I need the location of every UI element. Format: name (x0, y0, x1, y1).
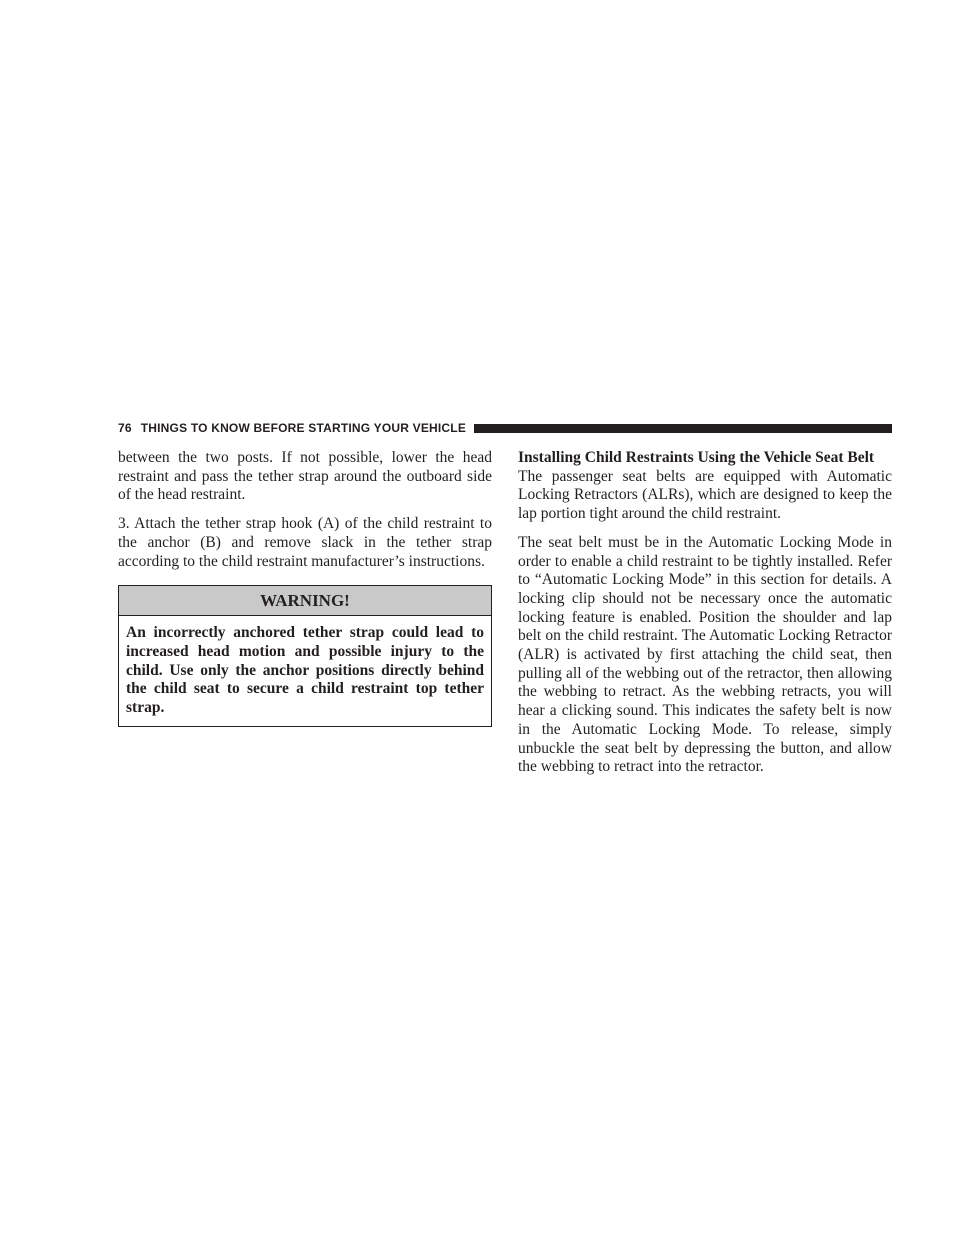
section-heading: Installing Child Restraints Using the Vehicle Seat Belt (518, 449, 875, 466)
right-column (518, 449, 892, 787)
body-paragraph: The passenger seat belts are equipped with Automatic Locking Retractors (ALRs), which are designed to keep the lap portion tight around the child restraint. (518, 467, 892, 523)
page-header (118, 419, 892, 437)
body-paragraph: The seat belt must be in the Automatic Locking Mode in order to enable a child restraint to be tightly installed. Refer to “Automatic Locking Mode” in this section for details. A locking clip should not be necessary once the automatic locking feature is enabled. Position the shoulder and lap belt on the child restraint. The Automatic Locking Retractor (ALR) is activated by first attaching the child seat, then pulling all of the webbing out of the retractor, then allowing the webbing to retract. As the webbing retracts, you will hear a clicking sound. This indicates the safety belt is now in the Automatic Locking Mode. To release, simply unbuckle the seat belt by depressing the button, and allow the webbing to retract into the retractor. (518, 533, 892, 776)
body-paragraph: between the two posts. If not possible, lower the head restraint and pass the tether strap around the outboard side of the head restraint. (118, 449, 492, 504)
warning-text: An incorrectly anchored tether strap could lead to increased head motion and possible injury to the child. Use only the anchor positions directly behind the child seat to secure a child restraint top tether strap. (126, 624, 484, 717)
warning-title: WARNING! (119, 586, 491, 616)
step-paragraph: 3. Attach the tether strap hook (A) of the child restraint to the anchor (B) and remove slack in the tether strap according to the child restraint manufacturer’s instructions. (118, 515, 492, 570)
left-column (118, 449, 492, 727)
header-rule (474, 424, 892, 433)
warning-box (118, 585, 492, 727)
section-title: THINGS TO KNOW BEFORE STARTING YOUR VEHICLE (140, 421, 467, 435)
page-number: 76 (118, 421, 132, 435)
